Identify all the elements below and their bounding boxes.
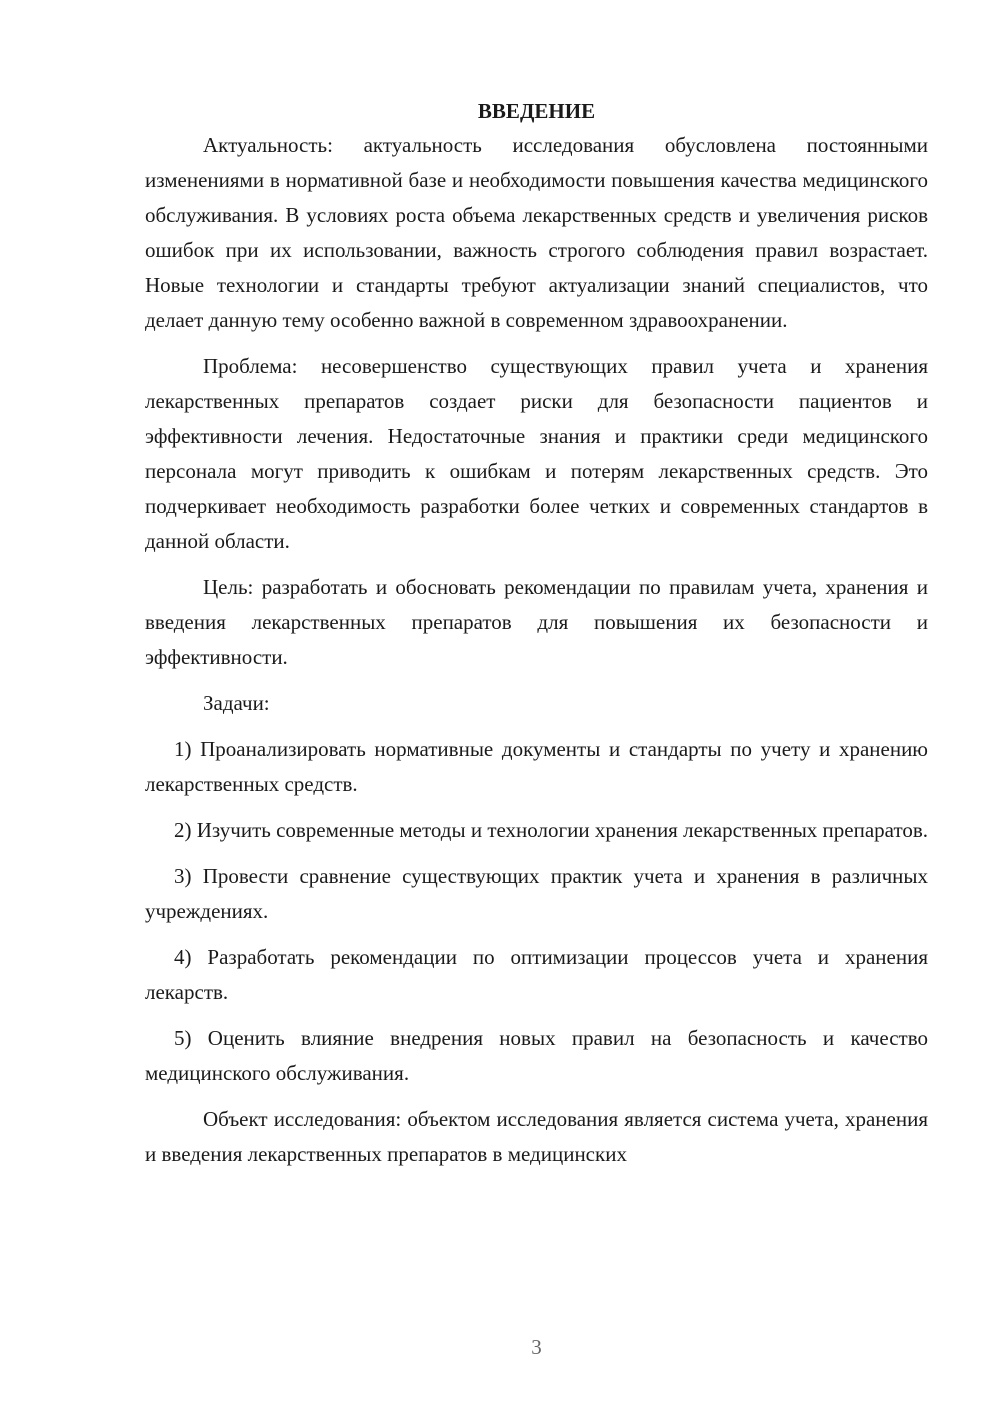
paragraph-problem: Проблема: несовершенство существующих правил учета и хранения лекарственных препаратов создает риски для безопасности пациентов и эффективности лечения. Недостаточные знания и практики среди медицинского персонала могут приводить к ошибкам и потерям лекарственных средств. Это подчеркивает необходимость разработки более четких и современных стандартов в данной области. [145, 354, 928, 553]
task-item: 4) Разработать рекомендации по оптимизации процессов учета и хранения лекарств. [145, 945, 928, 1004]
page-number: 3 [531, 1335, 542, 1359]
page-content [145, 95, 928, 1172]
task-item: 1) Проанализировать нормативные документы и стандарты по учету и хранению лекарственных средств. [145, 737, 928, 796]
section-title: ВВЕДЕНИЕ [477, 99, 596, 123]
task-item: 5) Оценить влияние внедрения новых правил на безопасность и качество медицинского обслуживания. [145, 1026, 928, 1085]
paragraph-relevance: Актуальность: актуальность исследования обусловлена постоянными изменениями в нормативной базе и необходимости повышения качества медицинского обслуживания. В условиях роста объема лекарственных средств и увеличения рисков ошибок при их использовании, важность строгого соблюдения правил возрастает. Новые технологии и стандарты требуют актуализации знаний специалистов, что делает данную тему особенно важной в современном здравоохранении. [145, 133, 928, 332]
paragraph-goal: Цель: разработать и обосновать рекомендации по правилам учета, хранения и введения лекарственных препаратов для повышения их безопасности и эффективности. [145, 575, 928, 669]
paragraph-object: Объект исследования: объектом исследования является система учета, хранения и введения лекарственных препаратов в медицинских [145, 1107, 928, 1166]
task-item: 2) Изучить современные методы и технологии хранения лекарственных препаратов. [174, 818, 929, 842]
task-item: 3) Провести сравнение существующих практик учета и хранения в различных учреждениях. [145, 864, 928, 923]
tasks-heading: Задачи: [203, 691, 270, 715]
